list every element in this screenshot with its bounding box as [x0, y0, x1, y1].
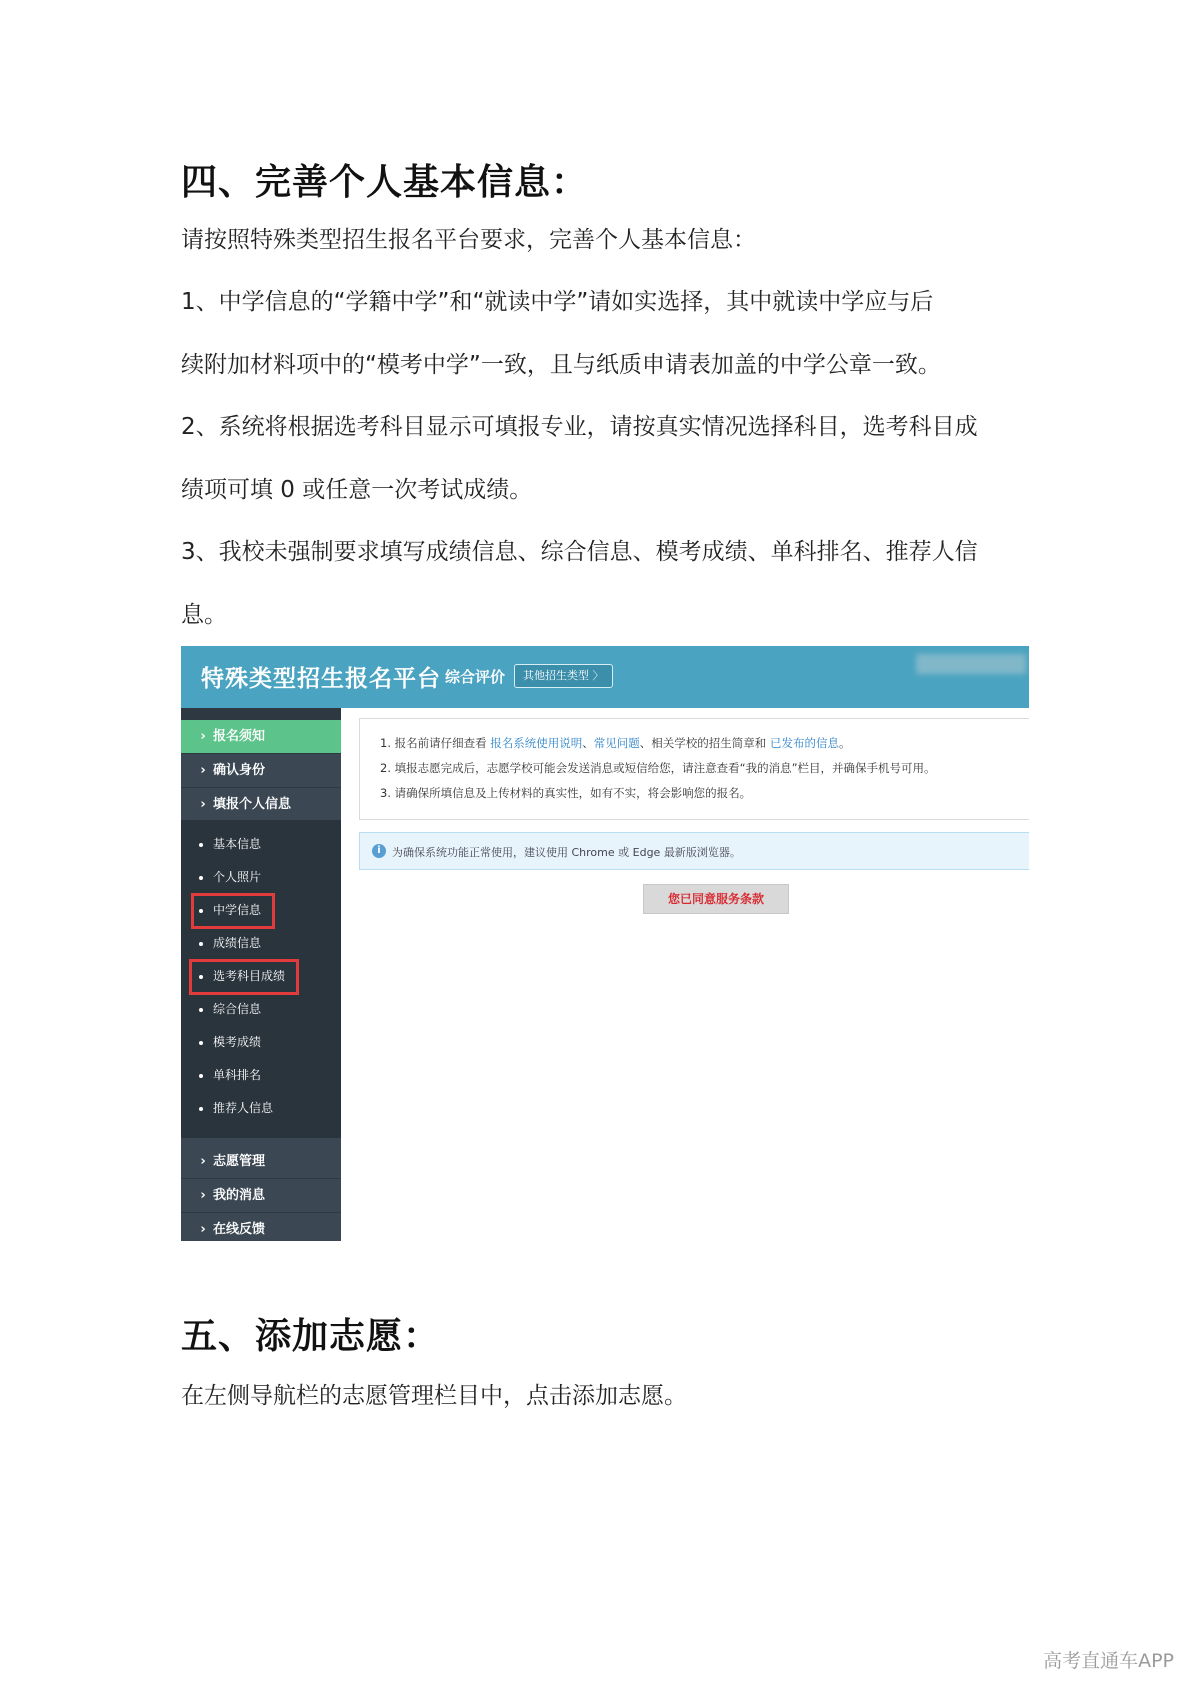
- browser-info-bar: [359, 832, 1029, 870]
- subnav-school-info[interactable]: 中学信息: [199, 896, 261, 924]
- browser-info-text: 为确保系统功能正常使用，建议使用 Chrome 或 Edge 最新版浏览器。: [392, 846, 741, 859]
- platform-screenshot: [181, 646, 1029, 1241]
- notice-line-1: 1. 报名前请仔细查看 报名系统使用说明、常见问题、相关学校的招生简章和 已发布的信息。: [380, 736, 851, 750]
- subnav-mock-scores[interactable]: 模考成绩: [199, 1028, 261, 1056]
- nav-item-identity[interactable]: › 确认身份: [181, 754, 341, 788]
- link-usage-guide[interactable]: 报名系统使用说明: [490, 736, 583, 750]
- section4-p3a: 3、我校未强制要求填写成绩信息、综合信息、模考成绩、单科排名、推荐人信: [181, 539, 978, 565]
- section4-p1a: 1、中学信息的“学籍中学”和“就读中学”请如实选择，其中就读中学应与后: [181, 289, 934, 315]
- subnav-recommender[interactable]: 推荐人信息: [199, 1094, 273, 1122]
- chevron-right-icon: ›: [200, 797, 206, 812]
- section5-body: 在左侧导航栏的志愿管理栏目中，点击添加志愿。: [181, 1383, 687, 1409]
- section4-p2a: 2、系统将根据选考科目显示可填报专业，请按真实情况选择科目，选考科目成: [181, 414, 978, 440]
- chevron-right-icon: ›: [200, 1188, 206, 1203]
- chevron-right-icon: ›: [200, 763, 206, 778]
- section4-p1b: 续附加材料项中的“模考中学”一致，且与纸质申请表加盖的中学公章一致。: [181, 352, 941, 378]
- nav-item-applications[interactable]: › 志愿管理: [181, 1145, 341, 1179]
- info-icon: i: [372, 844, 386, 858]
- agree-terms-button[interactable]: 您已同意服务条款: [643, 884, 789, 914]
- main-content: [341, 708, 1029, 1241]
- user-info-blurred: [916, 654, 1026, 674]
- personal-info-subnav: [181, 820, 341, 1138]
- notice-line-2: 2. 填报志愿完成后，志愿学校可能会发送消息或短信给您，请注意查看“我的消息”栏目，并确保手机号可用。: [380, 761, 936, 775]
- nav-item-personal-info[interactable]: › 填报个人信息: [181, 788, 341, 822]
- nav-item-notice[interactable]: › 报名须知: [181, 720, 341, 754]
- subnav-score-info[interactable]: 成绩信息: [199, 929, 261, 957]
- subnav-photo[interactable]: 个人照片: [199, 863, 261, 891]
- chevron-right-icon: ›: [200, 1154, 206, 1169]
- platform-subtitle: 综合评价: [445, 668, 506, 686]
- subnav-basic-info[interactable]: 基本信息: [199, 830, 261, 858]
- section4-p3b: 息。: [181, 602, 227, 628]
- notice-line-3: 3. 请确保所填信息及上传材料的真实性，如有不实，将会影响您的报名。: [380, 786, 752, 800]
- chevron-right-icon: ›: [200, 1222, 206, 1237]
- link-published-info[interactable]: 已发布的信息: [769, 736, 839, 750]
- watermark: 高考直通车APP: [1043, 1650, 1174, 1672]
- subnav-subject-ranking[interactable]: 单科排名: [199, 1061, 261, 1089]
- section4-intro: 请按照特殊类型招生报名平台要求，完善个人基本信息：: [181, 227, 756, 253]
- platform-header: [181, 646, 1029, 708]
- highlight-box-elective-scores: [189, 959, 299, 995]
- chevron-right-icon: ›: [200, 729, 206, 744]
- nav-item-messages[interactable]: › 我的消息: [181, 1179, 341, 1213]
- link-faq[interactable]: 常见问题: [593, 736, 640, 750]
- notice-box: [359, 718, 1029, 820]
- sidebar: [181, 708, 341, 1241]
- other-types-button[interactable]: 其他招生类型 〉: [514, 664, 613, 688]
- subnav-comprehensive[interactable]: 综合信息: [199, 995, 261, 1023]
- section4-title: 四、完善个人基本信息：: [181, 162, 589, 203]
- platform-brand: 特殊类型招生报名平台: [201, 666, 441, 692]
- highlight-box-school-info: [191, 893, 275, 929]
- section4-p2b: 绩项可填 0 或任意一次考试成绩。: [181, 477, 533, 503]
- nav-item-feedback[interactable]: › 在线反馈: [181, 1213, 341, 1241]
- subnav-elective-scores[interactable]: 选考科目成绩: [199, 962, 285, 990]
- section5-title: 五、添加志愿：: [181, 1316, 441, 1357]
